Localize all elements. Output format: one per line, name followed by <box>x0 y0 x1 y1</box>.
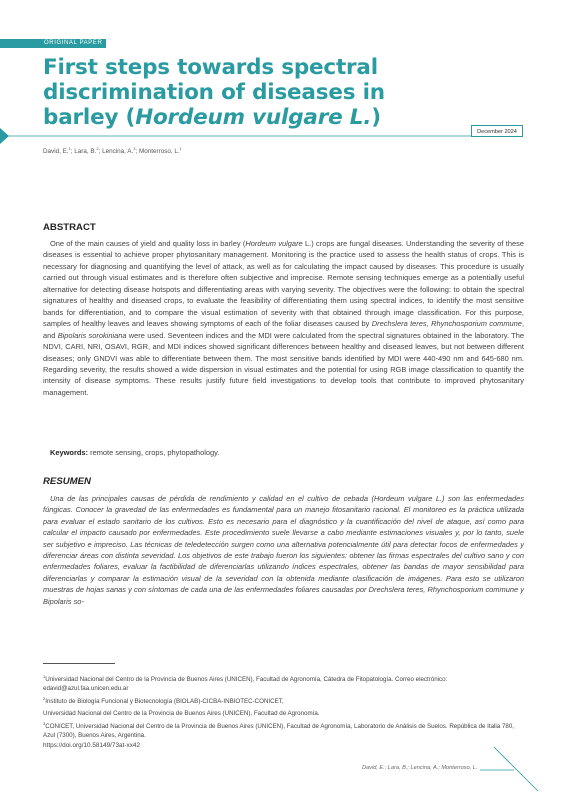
article-type-badge: ORIGINAL PAPER <box>0 39 106 48</box>
title-text: First steps towards spectral discrimination of diseases in barley ( <box>43 55 385 130</box>
doi-link[interactable]: https://doi.org/10.58149/73at-xx42 <box>43 742 140 749</box>
title-close: ) <box>371 105 381 130</box>
resumen-heading: RESUMEN <box>43 476 91 487</box>
abstract-heading: ABSTRACT <box>43 222 96 233</box>
corner-decoration <box>480 745 540 793</box>
author: Lara, B.$^2$; <box>74 146 103 156</box>
footnote-divider <box>43 663 115 664</box>
abstract-body: One of the main causes of yield and quality loss in barley (Hordeum vulgare L.) crops are fungal diseases. Understanding the severity of these diseases is essential to achieve proper phytosanitary management. Monitoring is the practice used to assess the health status of crops. This is necessary for diagnosing and quantifying the level of attack, as well as for calculating the impact caused by diseases. This procedure is usually carried out through visual estimates and is therefore often subjective and imprecise. Remote sensing techniques emerge as a potentially useful alternative for detecting disease hotspots and differentiating areas with varying severity. The objectives were the following: to obtain the spectral signatures of healthy and diseased crops, to evaluate the feasibility of differentiating them using spectral indices, to identify the most sensitive bands for differentiation, and to compare the visual estimation of severity with that obtained through image classification. For this purpose, samples of healthy leaves and leaves showing symptoms of each of the foliar diseases caused by Drechslera teres, Rhynchosporium commune, and Bipolaris sorokiniana were used. Seventeen indices and the MDI were calculated from the spectral signatures obtained in the laboratory. The NDVI, CARI, NRI, OSAVI, RGR, and MDI indices showed significant differences between healthy and diseased leaves, but not between different diseases; only GNDVI was able to differentiate between them. The most sensitive bands identified by MDI were 440-490 nm and 645-680 nm. Regarding severity, the results showed a wide dispersion in visual estimates and the potential for using RGB image classification to quantify the intensity of disease symptoms. These results justify future field investigations to develop tools that contribute to improved phytosanitary management. <box>43 239 525 397</box>
footnote: Universidad Nacional del Centro de la Provincia de Buenos Aires (UNICEN), Facultad de Agronomía. <box>43 710 320 718</box>
author: Lencina, A.$^3$; <box>102 146 139 156</box>
keywords: Keywords: remote sensing, crops, phytopathology. <box>50 448 220 457</box>
author: Monterroso, L.$^1$ <box>139 146 182 156</box>
footnotes <box>43 672 524 741</box>
publication-date: December 2024 <box>471 125 523 137</box>
author-list <box>43 146 182 155</box>
running-footer: David, E.; Lara, B.; Lencina, A.; Monterroso, L. <box>362 765 478 771</box>
title-species: Hordeum vulgare L. <box>135 105 372 130</box>
author: David, E.$^1$; <box>43 146 75 156</box>
footnote: $^1$Universidad Nacional del Centro de la Provincia de Buenos Aires (UNICEN), Facultad de Agronomía, Cátedra de Fitopatología. Correo electrónico: edavid@azul.faa.unicen.edu.ar <box>43 674 448 693</box>
footnote: $^3$CONICET, Universidad Nacional del Centro de la Provincia de Buenos Aires (UNICEN), Facultad de Agronomía, Laboratorio de Análisis de Suelos. República de Italia 780, Azul (7300), Buenos Aires, Argentina. <box>43 720 515 740</box>
resumen-body: Una de las principales causas de pérdida de rendimiento y calidad en el cultivo de cebada (Hordeum vulgare L.) son las enfermedades fúngicas. Conocer la gravedad de las enfermedades es fundamental para un manejo fitosanitario racional. El monitoreo es la práctica utilizada para evaluar el estado sanitario de los cultivos. Esto es necesario para el diagnóstico y la cuantificación del nivel de ataque, así como para calcular el impacto causado por enfermedades. Este procedimiento suele llevarse a cabo mediante estimaciones visuales y, por lo tanto, suele ser subjetivo e impreciso. Las técnicas de teledetección surgen como una alternativa potencialmente útil para detectar focos de enfermedades y diferenciar áreas con distinta severidad. Los objetivos de este trabajo fueron los siguientes: obtener las firmas espectrales del cultivo sano y con enfermedades foliares, evaluar la factibilidad de diferenciarlas utilizando índices espectrales, obtener las bandas de mayor sensibilidad para diferenciarlas y comparar la estimación visual de la severidad con la obtenida mediante clasificación de imágenes. Para esto se utilizaron muestras de hojas sanas y con síntomas de cada una de las enfermedades foliares causadas por Drechslera teres, Rhynchosporium commune y Bipolaris so- <box>43 494 524 606</box>
footnote: $^2$Instituto de Biología Funcional y Biotecnología (BIOLAB)-CICBA-INBIOTEC-CONICET, <box>43 695 284 705</box>
article-title <box>43 55 453 130</box>
